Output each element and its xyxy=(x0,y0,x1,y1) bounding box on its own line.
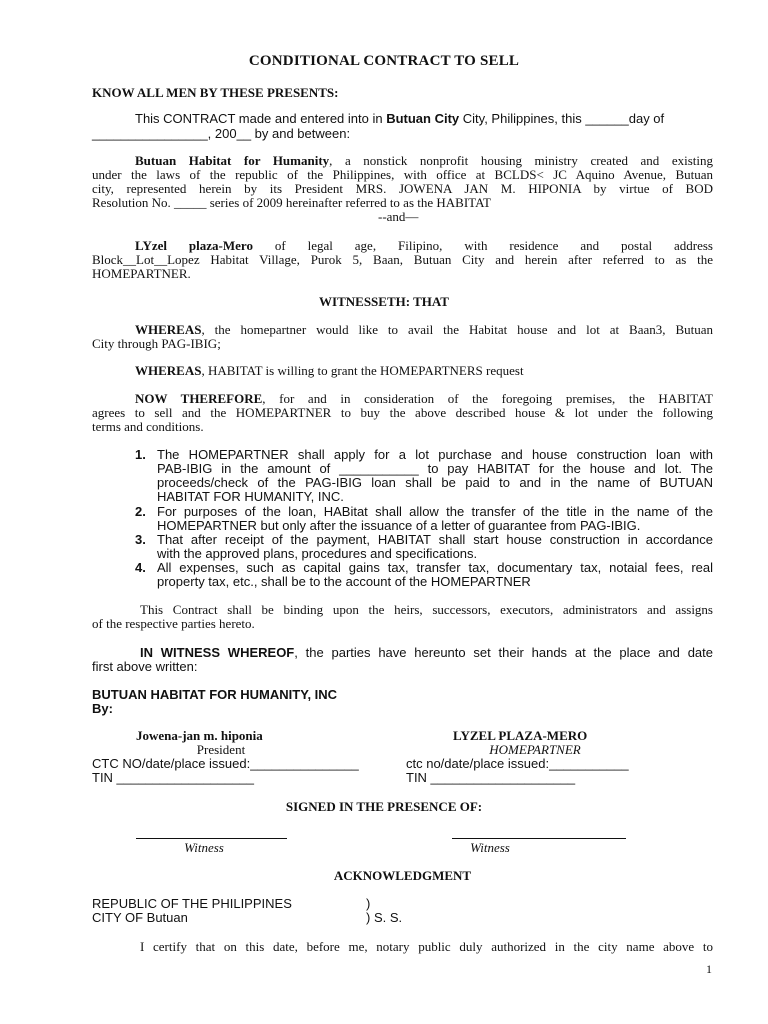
item-3-line-1: That after receipt of the payment, HABITAT shall start house construction in accordance xyxy=(157,532,713,547)
item-2-line-2: HOMEPARTNER but only after the issuance of a letter of guarantee from PAG-IBIG. xyxy=(157,518,641,533)
item-3-line-2: with the approved plans, procedures and specifications. xyxy=(157,546,478,561)
certify-line: I certify that on this date, before me, notary public duly authorized in the city name above to xyxy=(140,939,713,954)
habitat-name: Butuan Habitat for Humanity xyxy=(135,153,330,168)
habitat-line-1-rest: , a nonstick nonprofit housing ministry created and existing xyxy=(329,153,713,168)
partner-line-1-rest: of legal age, Filipino, with residence and postal address xyxy=(252,238,713,253)
item-4-line-1: All expenses, such as capital gains tax, transfer tax, documentary tax, notaial fees, real xyxy=(157,560,713,575)
item-4-line-2: property tax, etc., shall be to the account of the HOMEPARTNER xyxy=(157,574,531,589)
signatory-right-ctc: ctc no/date/place issued:___________ xyxy=(406,756,629,771)
signatory-left-name: Jowena-jan m. hiponia xyxy=(136,728,263,743)
partner-line-2: Block__Lot__Lopez Habitat Village, Purok 5, Baan, Butuan City and herein after referred to as the xyxy=(92,252,713,267)
whereas-2-keyword: WHEREAS xyxy=(135,363,202,378)
intro-text-a: This CONTRACT made and entered into in xyxy=(135,111,387,126)
republic-paren: ) xyxy=(366,896,371,911)
acknowledgment-heading: ACKNOWLEDGMENT xyxy=(333,868,472,883)
item-1-line-3: proceeds/check of the PAG-IBIG loan shall be paid to and in the name of BUTUAN xyxy=(157,475,713,490)
item-1-number: 1. xyxy=(135,447,146,462)
now-therefore-line-2: agrees to sell and the HOMEPARTNER to buy the above described house & lot under the following xyxy=(92,405,713,420)
witness-whereof-rest: , the parties have hereunto set their hands at the place and date xyxy=(294,645,713,660)
whereas-1-line-2: City through PAG-IBIG; xyxy=(92,336,221,351)
partner-line-3: HOMEPARTNER. xyxy=(92,266,191,281)
city-line: CITY OF Butuan xyxy=(92,910,188,925)
signatory-left-tin: TIN ___________________ xyxy=(92,770,254,785)
know-all-heading: KNOW ALL MEN BY THESE PRESENTS: xyxy=(92,85,339,100)
whereas-1-line-1 xyxy=(135,323,713,337)
whereas-1-keyword: WHEREAS xyxy=(135,322,202,337)
habitat-line-1 xyxy=(135,154,713,168)
intro-text-b: City, Philippines, this ______day of xyxy=(459,111,665,126)
witness-whereof-line-2: first above written: xyxy=(92,659,198,674)
signatory-right-role: HOMEPARTNER xyxy=(489,742,581,757)
witness-whereof-keyword: IN WITNESS WHEREOF xyxy=(140,645,295,660)
whereas-2-line xyxy=(135,364,524,378)
intro-line-2: ________________, 200__ by and between: xyxy=(92,126,351,141)
now-therefore-line-1 xyxy=(135,392,713,406)
binding-line-1: This Contract shall be binding upon the heirs, successors, executors, administrators and assigns xyxy=(140,602,713,617)
binding-line-2: of the respective parties hereto. xyxy=(92,616,255,631)
witness-label-1: Witness xyxy=(184,840,224,855)
and-separator: --and— xyxy=(378,209,419,224)
now-therefore-keyword: NOW THEREFORE xyxy=(135,391,263,406)
signatory-right-tin: TIN ____________________ xyxy=(406,770,576,785)
item-2-line-1: For purposes of the loan, HABitat shall allow the transfer of the title in the name of the xyxy=(157,504,713,519)
document-title: CONDITIONAL CONTRACT TO SELL xyxy=(248,53,520,69)
whereas-1-rest: , the homepartner would like to avail the Habitat house and lot at Baan3, Butuan xyxy=(201,322,713,337)
item-1-line-2: PAB-IBIG in the amount of ___________ to pay HABITAT for the house and lot. The xyxy=(157,461,713,476)
page-number: 1 xyxy=(706,962,712,976)
item-1-line-1: The HOMEPARTNER shall apply for a lot purchase and house construction loan with xyxy=(157,447,713,462)
republic-line: REPUBLIC OF THE PHILIPPINES xyxy=(92,896,292,911)
signed-presence-heading: SIGNED IN THE PRESENCE OF: xyxy=(285,799,483,814)
witness-whereof-line-1 xyxy=(140,646,713,660)
city-ss: ) S. S. xyxy=(366,910,403,925)
habitat-line-3: city, represented herein by its President MRS. JOWENA JAN M. HIPONIA by virtue of BOD xyxy=(92,181,713,196)
partner-line-1 xyxy=(135,239,713,253)
item-3-number: 3. xyxy=(135,532,146,547)
habitat-line-4: Resolution No. _____ series of 2009 hereinafter referred to as the HABITAT xyxy=(92,195,491,210)
now-therefore-line-3: terms and conditions. xyxy=(92,419,204,434)
signatory-left-role: President xyxy=(196,742,246,757)
signatory-right-name: LYZEL PLAZA-MERO xyxy=(453,728,588,743)
now-therefore-rest: , for and in consideration of the foregoing premises, the HABITAT xyxy=(262,391,713,406)
intro-city: Butuan City xyxy=(386,111,460,126)
signatory-left-ctc: CTC NO/date/place issued:_______________ xyxy=(92,756,359,771)
witnesseth-heading: WITNESSETH: THAT xyxy=(319,294,449,309)
whereas-2-rest: , HABITAT is willing to grant the HOMEPARTNERS request xyxy=(201,363,524,378)
partner-name: LYzel plaza-Mero xyxy=(135,238,253,253)
habitat-line-2: under the laws of the republic of the Philippines, with office at BCLDS< JC Aquino Avenue, Butuan xyxy=(92,167,713,182)
org-signature-name: BUTUAN HABITAT FOR HUMANITY, INC xyxy=(92,687,338,702)
intro-line-1 xyxy=(135,112,664,126)
item-2-number: 2. xyxy=(135,504,146,519)
witness-label-2: Witness xyxy=(470,840,510,855)
witness-signature-line-1 xyxy=(136,838,287,839)
witness-signature-line-2 xyxy=(452,838,626,839)
item-1-line-4: HABITAT FOR HUMANITY, INC. xyxy=(157,489,344,504)
org-signature-by: By: xyxy=(92,701,113,716)
item-4-number: 4. xyxy=(135,560,146,575)
